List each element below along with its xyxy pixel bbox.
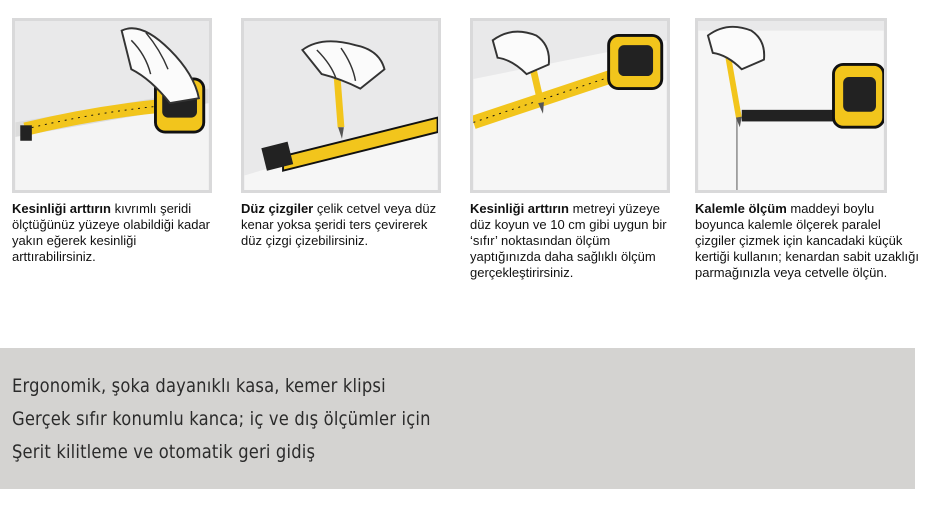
instruction-panel-1 (12, 18, 212, 265)
features-band (0, 348, 915, 489)
tape-flat-mark-illustration (470, 18, 670, 193)
panel-2-title: Düz çizgiler (241, 201, 314, 216)
panel-3-title: Kesinliği arttırın (470, 201, 569, 216)
panel-2-text: çelik cetvel veya düz kenar yoksa şeridi ters çevirerek düz çizgi çizebilirsiniz. (241, 201, 437, 248)
panel-4-text: maddeyi boylu boyunca kalemle ölçerek paralel çizgiler çizmek için kancadaki küçük kertiği kullanın; kenardan sabit uzaklığı parmağınızla veya cetvelle ölçün. (695, 201, 920, 280)
panel-1-caption (12, 201, 212, 265)
instruction-panel-4 (695, 18, 920, 281)
features-list (12, 370, 499, 469)
panel-1-title: Kesinliği arttırın (12, 201, 111, 216)
panel-1-text: kıvrımlı şeridi ölçtüğünüz yüzeye olabildiği kadar yakın eğerek kesinliği arttırabilirsiniz. (12, 201, 211, 264)
feature-item-2: Gerçek sıfır konumlu kanca; iç ve dış ölçümler için (12, 408, 431, 430)
panel-3-caption (470, 201, 670, 281)
instruction-panel-3 (470, 18, 670, 281)
panel-4-title: Kalemle ölçüm (695, 201, 787, 216)
feature-item-1: Ergonomik, şoka dayanıklı kasa, kemer klipsi (12, 375, 386, 397)
panel-4-caption (695, 201, 920, 281)
feature-item-3: Şerit kilitleme ve otomatik geri gidiş (12, 441, 316, 463)
panel-2-caption (241, 201, 441, 249)
tape-measure-curved-illustration (12, 18, 212, 193)
tape-ruler-illustration (241, 18, 441, 193)
instruction-panel-2 (241, 18, 441, 249)
pencil-notch-illustration (695, 18, 887, 193)
panel-3-text: metreyi yüzeye düz koyun ve 10 cm gibi uygun bir ‘sıfır’ noktasından ölçüm yaptığınızda daha sağlıklı ölçüm gerçekleştirirsiniz. (470, 201, 667, 280)
